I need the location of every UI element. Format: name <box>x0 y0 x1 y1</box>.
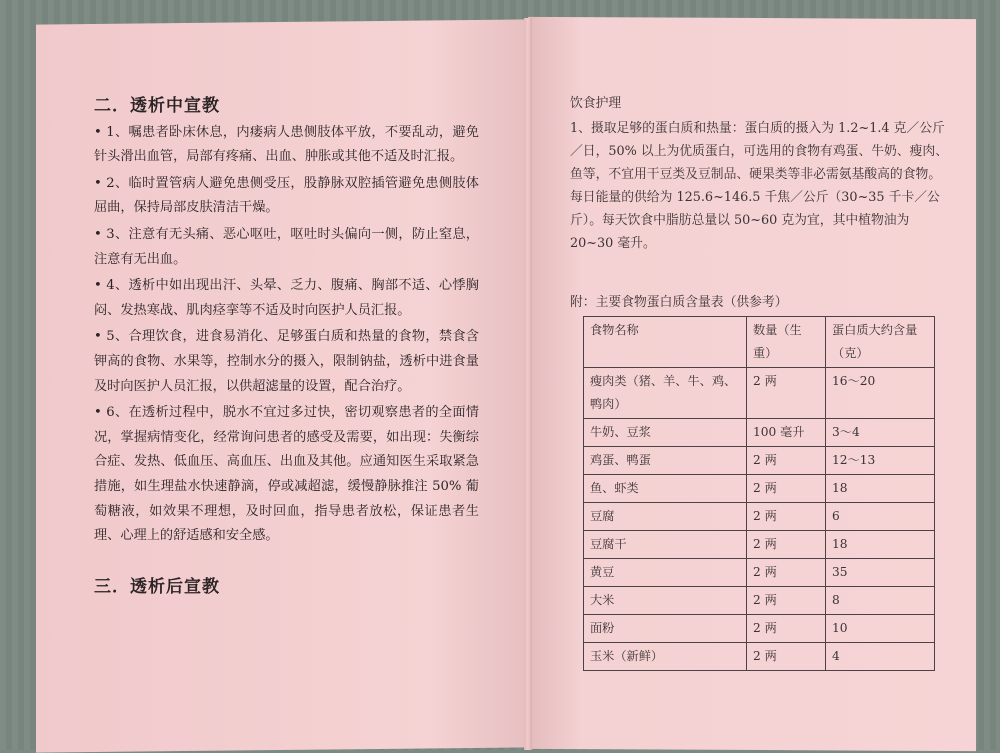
left-page-content <box>94 94 479 601</box>
table-row <box>584 643 935 671</box>
list-item: • 3、注意有无头痛、恶心呕吐，呕吐时头偏向一侧，防止窒息，注意有无出血。 <box>94 226 479 267</box>
list-item: • 2、临时置管病人避免患侧受压，股静脉双腔插管避免患侧肢体屈曲，保持局部皮肤清洁干燥。 <box>94 175 479 216</box>
cell-food: 鱼、虾类 <box>584 475 747 503</box>
table-row <box>584 615 935 643</box>
column-header-protein: 蛋白质大约含量（克） <box>826 317 935 368</box>
protein-content-table <box>583 316 935 671</box>
cell-protein: 18 <box>826 531 935 559</box>
cell-food: 黄豆 <box>584 559 747 587</box>
column-header-amount: 数量（生重） <box>747 317 826 368</box>
cell-food: 大米 <box>584 587 747 615</box>
table-row <box>584 503 935 531</box>
cell-protein: 3～4 <box>826 419 935 447</box>
table-row <box>584 475 935 503</box>
section-heading-during-dialysis: 二．透析中宣教 <box>94 96 220 116</box>
cell-amount: 2 两 <box>747 447 826 475</box>
cell-amount: 2 两 <box>747 531 826 559</box>
table-row <box>584 559 935 587</box>
cell-protein: 8 <box>826 587 935 615</box>
list-item: • 5、合理饮食，进食易消化、足够蛋白质和热量的食物，禁食含钾高的食物、水果等，控制水分的摄入，限制钠盐，透析中进食量及时向医护人员汇报，以供超滤量的设置，配合治疗。 <box>94 329 479 394</box>
cell-protein: 18 <box>826 475 935 503</box>
table-row <box>584 419 935 447</box>
cell-amount: 2 两 <box>747 587 826 615</box>
right-page-content <box>570 92 950 671</box>
cell-food: 牛奶、豆浆 <box>584 419 747 447</box>
cell-protein: 4 <box>826 643 935 671</box>
section-heading-after-dialysis: 三．透析后宣教 <box>94 576 220 597</box>
cell-protein: 12～13 <box>826 447 935 475</box>
cell-amount: 2 两 <box>747 615 826 643</box>
cell-amount: 2 两 <box>747 368 826 419</box>
list-item: • 1、嘱患者卧床休息，内瘘病人患侧肢体平放，不要乱动，避免针头滑出血管，局部有疼痛、出血、肿胀或其他不适及时汇报。 <box>94 124 479 165</box>
cell-food: 豆腐 <box>584 503 747 531</box>
table-caption: 附：主要食物蛋白质含量表（供参考） <box>570 295 788 310</box>
cell-food: 瘦肉类（猪、羊、牛、鸡、鸭肉） <box>584 368 747 419</box>
list-item: • 6、在透析过程中，脱水不宜过多过快，密切观察患者的全面情况，掌握病情变化，经常询问患者的感受及需要，如出现：失衡综合症、发热、低血压、高血压、出血及其他。应通知医生采取紧急措施，如生理盐水快速静滴，停或减超滤，缓慢静脉推注 50% 葡萄糖液，如效果不理想，及时回血，指导患者放松，保证患者生理、心理上的舒适感和安全感。 <box>94 405 479 544</box>
diet-care-title: 饮食护理 <box>570 96 622 111</box>
cell-food: 豆腐干 <box>584 531 747 559</box>
table-row <box>584 587 935 615</box>
column-header-food: 食物名称 <box>584 317 747 368</box>
table-row <box>584 447 935 475</box>
cell-amount: 2 两 <box>747 475 826 503</box>
diet-care-paragraph: 1、摄取足够的蛋白质和热量：蛋白质的摄入为 1.2~1.4 克／公斤／日，50% 以上为优质蛋白，可选用的食物有鸡蛋、牛奶、瘦肉、鱼等，不宜用干豆类及豆制品、硬果类等非必需氨基酸高的食物。每日能量的供给为 125.6~146.5 千焦／公斤（30~35 千卡／公斤）。每天饮食中脂肪总量以 50~60 克为宜，其中植物油为 20~30 毫升。 <box>570 121 949 251</box>
booklet-fold <box>524 18 532 750</box>
table-row <box>584 531 935 559</box>
cell-protein: 35 <box>826 559 935 587</box>
cell-amount: 2 两 <box>747 559 826 587</box>
cell-amount: 2 两 <box>747 643 826 671</box>
cell-amount: 2 两 <box>747 503 826 531</box>
list-item: • 4、透析中如出现出汗、头晕、乏力、腹痛、胸部不适、心悸胸闷、发热寒战、肌肉痉挛等不适及时向医护人员汇报。 <box>94 278 479 318</box>
cell-protein: 16～20 <box>826 368 935 419</box>
cell-protein: 10 <box>826 615 935 643</box>
cell-protein: 6 <box>826 503 935 531</box>
cell-food: 面粉 <box>584 615 747 643</box>
cell-amount: 100 毫升 <box>747 419 826 447</box>
table-row <box>584 368 935 419</box>
cell-food: 玉米（新鲜） <box>584 643 747 671</box>
cell-food: 鸡蛋、鸭蛋 <box>584 447 747 475</box>
table-header-row <box>584 317 935 368</box>
